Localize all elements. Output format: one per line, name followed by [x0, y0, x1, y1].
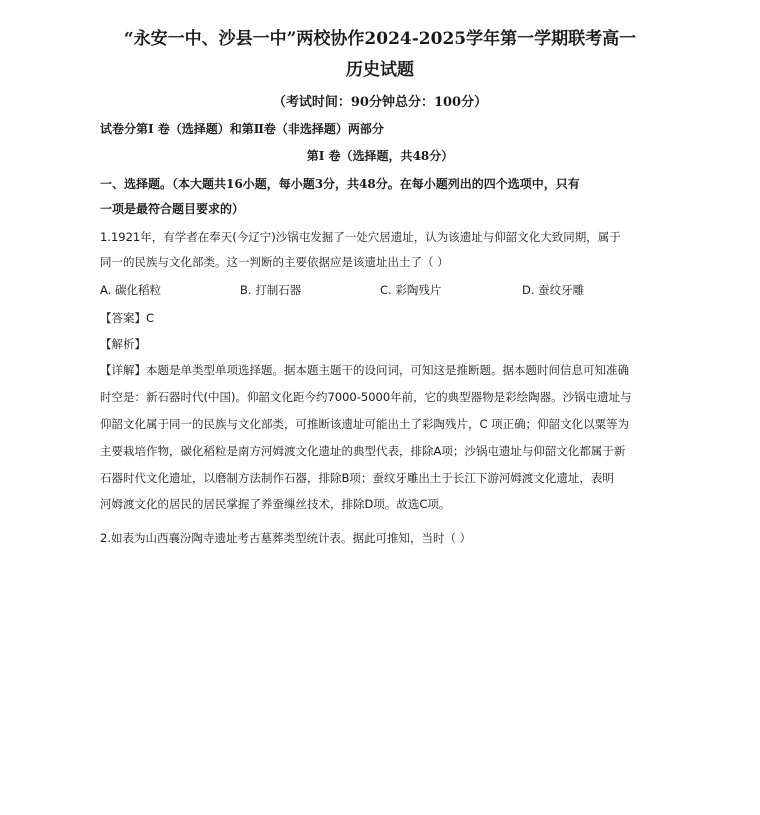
title-line-1: “永安一中、沙县一中”两校协作2024-2025学年第一学期联考高一 — [123, 29, 637, 49]
option-d: D. 蚕纹牙雕 — [522, 283, 585, 297]
section-instructions-line-2: 一项是最符合题目要求的） — [100, 202, 245, 216]
question-1-line-1: 1.1921年，有学者在奉天(今辽宁)沙锅屯发掘了一处穴居遗址，认为该遗址与仰韶文化大致同期，属于 — [100, 230, 621, 244]
detail-line-1: 【详解】本题是单类型单项选择题。据本题主题干的设问词，可知这是推断题。据本题时间信息可知准确 — [100, 363, 629, 377]
title-line-2: 历史试题 — [346, 60, 414, 80]
question-1-line-2: 同一的民族与文化部类。这一判断的主要依据应是该遗址出土了（ ） — [100, 255, 449, 269]
part1-heading: 第Ⅰ 卷（选择题，共48分） — [306, 149, 454, 163]
detail-line-2: 时空是：新石器时代(中国)。仰韶文化距今约7000-5000年前，它的典型器物是彩绘陶器。沙锅屯遗址与 — [100, 390, 632, 404]
analysis-label: 【解析】 — [100, 337, 146, 351]
detail-line-6: 河姆渡文化的居民的居民掌握了养蚕缫丝技术，排除D项。故选C项。 — [100, 497, 451, 511]
exam-info: （考试时间：90分钟总分：100分） — [272, 95, 488, 110]
detail-line-4: 主要栽培作物，碳化稻粒是南方河姆渡文化遗址的典型代表，排除A项；沙锅屯遗址与仰韶文化都属于新 — [100, 444, 626, 458]
detail-line-5: 石器时代文化遗址，以磨制方法制作石器，排除B项；蚕纹牙雕出土于长江下游河姆渡文化遗址，表明 — [100, 471, 614, 485]
option-a: A. 碳化稻粒 — [100, 283, 161, 297]
option-c: C. 彩陶残片 — [380, 283, 442, 297]
question-2-line-1: 2.如表为山西襄汾陶寺遗址考古墓葬类型统计表。据此可推知，当时（ ） — [100, 531, 472, 545]
section-instructions-line-1: 一、选择题。（本大题共16小题，每小题3分，共48分。在每小题列出的四个选项中，只有 — [100, 177, 580, 191]
answer-line: 【答案】C — [100, 311, 155, 325]
paper-note: 试卷分第Ⅰ 卷（选择题）和第Ⅱ卷（非选择题）两部分 — [100, 122, 384, 136]
detail-line-3: 仰韶文化属于同一的民族与文化部类，可推断该遗址可能出土了彩陶残片，C 项正确；仰韶文化以粟等为 — [100, 417, 630, 431]
option-b: B. 打制石器 — [240, 283, 302, 297]
